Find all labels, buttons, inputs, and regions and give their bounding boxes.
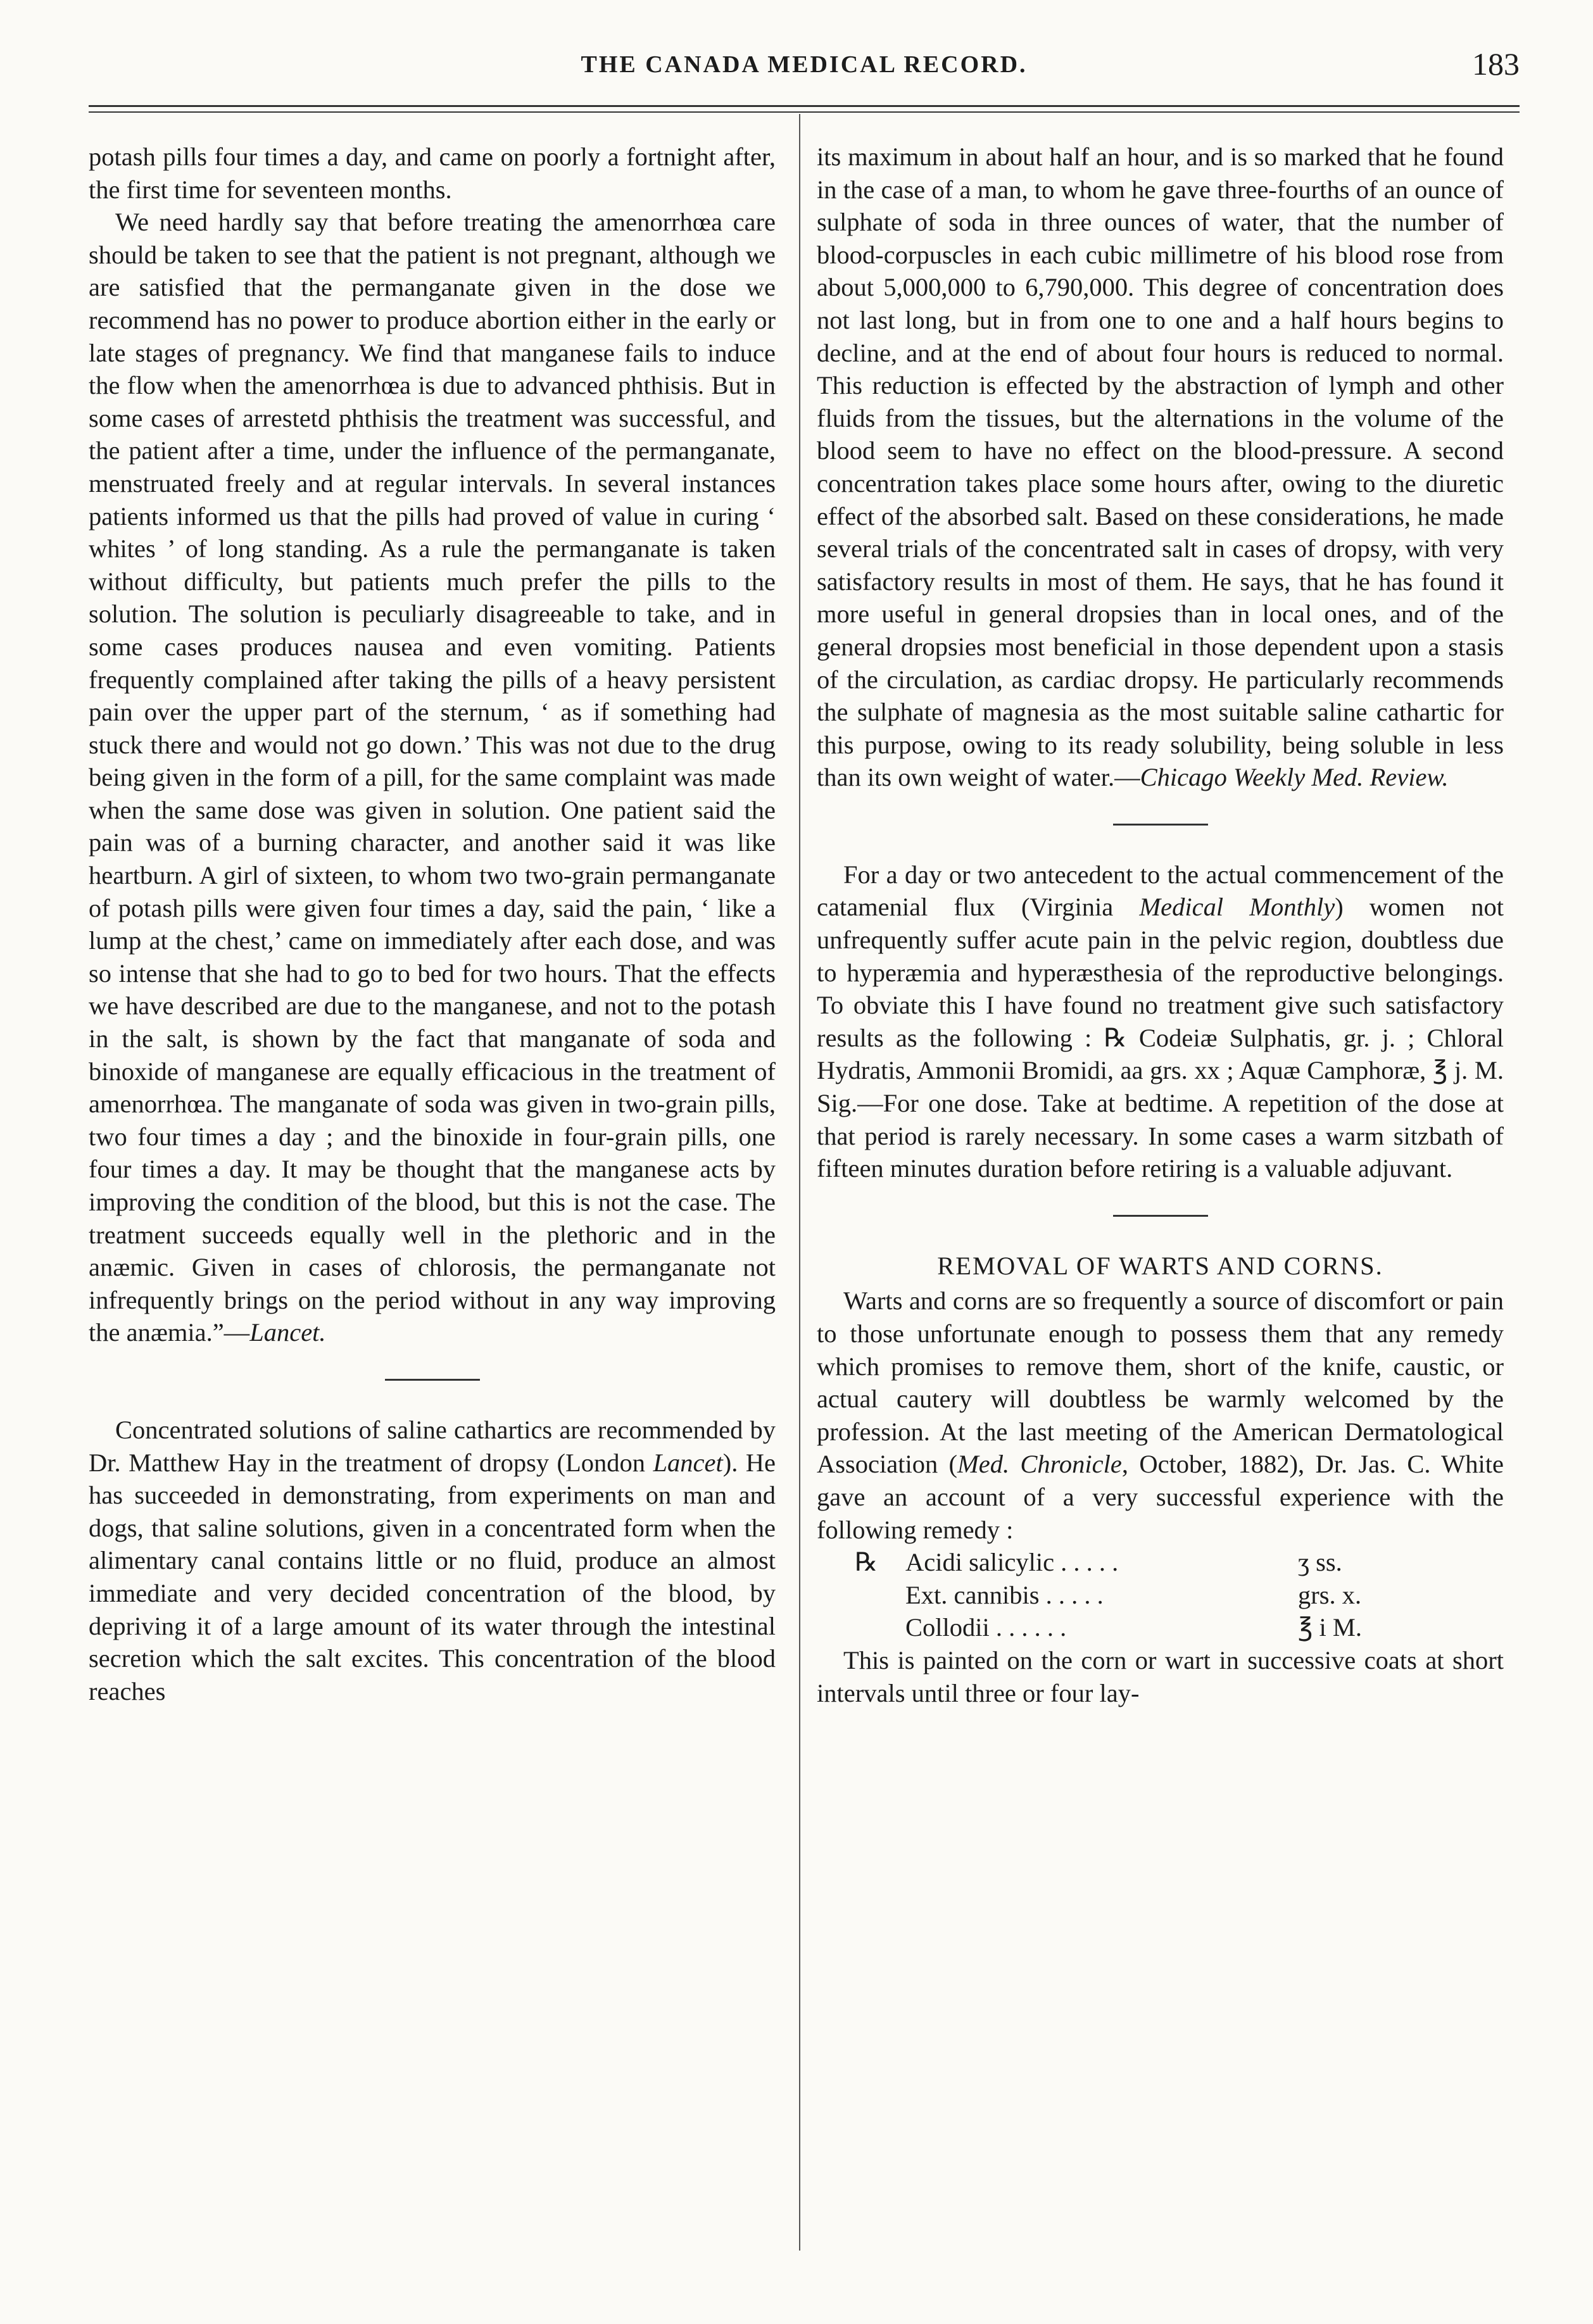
journal-name: Med. Chronicle [957,1450,1122,1479]
prescription-row [855,1546,1504,1579]
ingredient-name: Ext. cannibis . . . . . [905,1580,1104,1609]
paragraph-amenorrhoea [89,206,776,1349]
running-title: THE CANADA MEDICAL RECORD. [581,51,1028,78]
header-rule-bottom [89,111,1520,113]
journal-name: Medical Monthly [1139,893,1335,922]
paragraph-text: , October, 1882), Dr. Jas. C. White gave an account of a very successful experience with the following remedy : [817,1450,1504,1544]
paragraph-saline-cathartics [89,1414,776,1707]
paragraph-continued: potash pills four times a day, and came on poorly a fortnight after, the first time for seventeen months. [89,142,776,204]
paragraph-text: ). He has succeeded in demonstrating, from experiments on man and dogs, that saline solutions, given in a concentrated form when the alimentary canal contains little or no fluid, produce an almost immediate and very decided concentration of the blood, by depriving it of a large amount of its water through the intestinal secretion which the salt excites. This concentration of the blood reaches [89,1448,776,1705]
section-separator [1113,824,1208,826]
header-rule-top [89,105,1520,107]
ingredient-dose: grs. x. [1298,1580,1362,1609]
page-header [89,46,1520,90]
paragraph-text: its maximum in about half an hour, and is so marked that he found in the case of a man, to whom he gave three-fourths of an ounce of sulphate of soda in three ounces of water, that the number of blood-corpuscles in each cubic millimetre of his blood rose from about 5,000,000 to 6,790,000. This degree of concentration does not last long, but in from one to one and a half hours begins to decline, and at the end of about four hours is reduced to normal. This reduction is effected by the abstraction of lymph and other fluids from the tissues, but the alternations in the volume of the blood seem to have no effect on the blood-pressure. A second concentration takes place some hours after, owing to the diuretic effect of the absorbed salt. Based on these considerations, he made several trials of the concentrated salt in cases of dropsy, with very satisfactory results in most of them. He says, that he has found it more useful in general dropsies than in local ones, and of the general dropsies most beneficial in those dependent upon a stasis of the circulation, as cardiac dropsy. He particularly recommends the sulphate of magnesia as the most suitable saline cathartic for this purpose, owing to its ready solubility, being soluble in less than its own weight of water.— [817,142,1504,792]
paragraph-text: We need hardly say that before treating the amenorrhœa care should be taken to see that the patient is not pregnant, although we are satisfied that the permanganate given in the dose we recommend has no power to produce abortion either in the early or late stages of pregnancy. We find that manganese fails to induce the flow when the amenorrhœa is due to advanced phthisis. But in some cases of arrestetd phthisis the treatment was successful, and the patient after a time, under the influence of the permanganate, menstruated freely and at regular intervals. In several instances patients informed us that the pills had proved of value in curing ‘ whites ’ of long standing. As a rule the permanganate is taken without difficulty, but patients much prefer the pills to the solution. The solution is peculiarly disagreeable to take, and in some cases produces nausea and even vomiting. Patients frequently complained after taking the pills of a heavy persistent pain over the upper part of the sternum, ‘ as if something had stuck there and would not go down.’ This was not due to the drug being given in the form of a pill, for the same complaint was made when the same dose was given in solution. One patient said the pain was of a burning character, and another said it was like heartburn. A girl of sixteen, to whom two two-grain permanganate of potash pills were given four times a day, said the pain, ‘ like a lump at the chest,’ came on immediately after each dose, and was so intense that she had to go to bed for two hours. That the effects we have described are due to the manganese, and not to the potash in the salt, is shown by the fact that manganate of soda and binoxide of manganese are equally efficacious in the treatment of amenorrhœa. The manganate of soda was given in two-grain pills, two four times a day ; and the binoxide in four-grain pills, one four times a day. It may be thought that the manganese acts by improving the condition of the blood, but this is not the case. The treatment succeeds equally well in the plethoric and in the anæmic. Given in cases of chlorosis, the permanganate not infrequently brings on the period without in any way improving the anæmia.”— [89,208,776,1347]
ingredient-name: Acidi salicylic . . . . . [905,1548,1119,1577]
paragraph-continued-end: This is painted on the corn or wart in successive coats at short intervals until three or four lay- [817,1645,1504,1707]
left-column [89,141,776,1707]
page-number: 183 [1472,46,1520,82]
section-separator [385,1379,480,1381]
journal-name: Lancet [653,1448,723,1477]
prescription-row [855,1579,1504,1612]
paragraph-text: ) women not unfrequently suffer acute pain in the pelvic region, doubtless due to hyperæmia and hyperæsthesia of the reproductive belongings. To obviate this I have found no treatment give such satisfactory results as the following : ℞ Codeiæ Sulphatis, gr. j. ; Chloral Hydratis, Ammonii Bromidi, aa grs. xx ; Aquæ Camphoræ, ℥ j. M. Sig.—For one dose. Take at bedtime. A repetition of the dose at that period is rarely necessary. In some cases a warm sitzbath of fifteen minutes duration before retiring is a valuable adjuvant. [817,893,1504,1183]
paragraph-text: For a day or two antecedent to the actual commencement of the catamenial flux (Virginia [817,860,1504,922]
ingredient-dose: ʒ ss. [1298,1548,1342,1577]
paragraph-text: Warts and corns are so frequently a source of discomfort or pain to those unfortunate enough to possess them that any remedy which promises to remove them, short of the knife, caustic, or actual cautery will doubtless be warmly welcomed by the profession. At the last meeting of the American Dermatological Association ( [817,1286,1504,1479]
paragraph-warts-corns [817,1284,1504,1546]
paragraph-catamenial [817,858,1504,1185]
ingredient-name: Collodii . . . . . . [905,1613,1067,1642]
paragraph-continued [817,141,1504,794]
column-divider [799,114,800,2251]
ingredient-dose: ℥ i M. [1298,1613,1363,1642]
source-citation: Chicago Weekly Med. Review. [1140,763,1449,792]
source-citation: Lancet. [249,1318,326,1347]
right-column [817,141,1504,1709]
section-separator [1113,1215,1208,1217]
section-heading: REMOVAL OF WARTS AND CORNS. [937,1251,1383,1280]
paragraph-text: Concentrated solutions of saline cathartics are recommended by Dr. Matthew Hay in the treatment of dropsy (London [89,1415,776,1477]
prescription [855,1546,1504,1644]
prescription-row [855,1611,1504,1644]
recipe-symbol: ℞ [855,1548,878,1577]
